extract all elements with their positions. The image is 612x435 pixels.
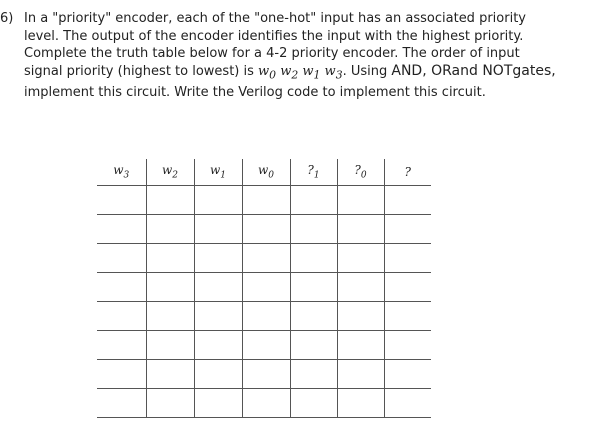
priority-var-0	[258, 63, 277, 82]
table-cell[interactable]	[146, 389, 194, 418]
table-cell[interactable]	[146, 215, 194, 244]
table-cell[interactable]	[194, 360, 242, 389]
table-row	[97, 331, 431, 360]
header-label-1-subscript: 2	[172, 170, 178, 181]
table-cell[interactable]	[194, 244, 242, 273]
header-cell-1	[146, 159, 194, 186]
header-label-0-subscript: 3	[123, 170, 130, 181]
table-cell[interactable]	[242, 215, 290, 244]
table-cell[interactable]	[290, 302, 337, 331]
priority-var-1-subscript: 2	[291, 68, 299, 82]
table-cell[interactable]	[242, 389, 290, 418]
header-label-5-subscript: 0	[360, 170, 367, 181]
header-label-6-symbol: ?	[404, 165, 411, 179]
table-cell[interactable]	[97, 215, 146, 244]
table-cell[interactable]	[384, 215, 431, 244]
question-line-4	[0, 63, 600, 84]
question-text	[0, 10, 600, 101]
priority-var-3-subscript: 3	[335, 68, 343, 82]
question-line-5: implement this circuit. Write the Verilog code to implement this circuit.	[24, 84, 486, 100]
header-label-4	[307, 163, 320, 181]
table-cell[interactable]	[194, 302, 242, 331]
header-cell-6	[384, 159, 431, 186]
question-line-1	[0, 10, 600, 28]
table-cell[interactable]	[242, 331, 290, 360]
table-cell[interactable]	[97, 302, 146, 331]
table-cell[interactable]	[97, 360, 146, 389]
priority-var-1	[280, 63, 299, 82]
priority-var-3-symbol: w	[324, 63, 336, 79]
header-label-6	[405, 165, 411, 179]
table-cell[interactable]	[290, 215, 337, 244]
table-cell[interactable]	[337, 389, 384, 418]
header-cell-4	[290, 159, 337, 186]
table-row	[97, 215, 431, 244]
table-cell[interactable]	[146, 302, 194, 331]
priority-order	[258, 63, 343, 82]
header-label-3	[257, 163, 274, 181]
header-label-2	[209, 163, 226, 181]
table-cell[interactable]	[97, 389, 146, 418]
table-cell[interactable]	[194, 389, 242, 418]
header-cell-0	[97, 159, 146, 186]
table-cell[interactable]	[290, 331, 337, 360]
priority-var-2	[302, 63, 321, 82]
header-label-5	[354, 163, 367, 181]
table-cell[interactable]	[384, 186, 431, 215]
header-cell-2	[194, 159, 242, 186]
header-label-1	[161, 163, 178, 181]
table-cell[interactable]	[337, 186, 384, 215]
truth-table-body	[97, 186, 431, 418]
header-label-2-subscript: 1	[220, 170, 226, 181]
table-cell[interactable]	[194, 186, 242, 215]
header-cell-5	[337, 159, 384, 186]
truth-table	[97, 159, 431, 418]
table-cell[interactable]	[337, 215, 384, 244]
table-cell[interactable]	[146, 244, 194, 273]
table-cell[interactable]	[97, 273, 146, 302]
priority-suffix: . Using	[342, 63, 392, 79]
table-row	[97, 244, 431, 273]
header-label-3-symbol: w	[257, 163, 269, 178]
table-cell[interactable]	[97, 244, 146, 273]
table-cell[interactable]	[384, 273, 431, 302]
priority-var-0-symbol: w	[258, 63, 270, 79]
header-label-0	[113, 163, 130, 181]
table-cell[interactable]	[290, 389, 337, 418]
header-cell-3	[242, 159, 290, 186]
table-cell[interactable]	[97, 186, 146, 215]
table-cell[interactable]	[384, 389, 431, 418]
table-cell[interactable]	[290, 273, 337, 302]
question-text-line-1: In a "priority" encoder, each of the "one-hot" input has an associated priority	[24, 11, 526, 26]
table-cell[interactable]	[194, 215, 242, 244]
question-number: 6)	[0, 11, 14, 26]
table-cell[interactable]	[337, 302, 384, 331]
priority-var-1-symbol: w	[280, 63, 292, 79]
truth-table-header	[97, 159, 431, 186]
priority-var-2-subscript: 1	[313, 68, 321, 82]
table-cell[interactable]	[242, 273, 290, 302]
table-cell[interactable]	[337, 331, 384, 360]
table-cell[interactable]	[146, 360, 194, 389]
table-cell[interactable]	[194, 273, 242, 302]
table-cell[interactable]	[384, 244, 431, 273]
header-label-4-subscript: 1	[313, 170, 320, 181]
table-row	[97, 273, 431, 302]
table-cell[interactable]	[97, 331, 146, 360]
priority-var-2-symbol: w	[302, 63, 314, 79]
table-cell[interactable]	[290, 244, 337, 273]
table-cell[interactable]	[337, 273, 384, 302]
table-cell[interactable]	[242, 186, 290, 215]
header-label-1-symbol: w	[161, 163, 173, 178]
table-cell[interactable]	[384, 302, 431, 331]
table-cell[interactable]	[290, 186, 337, 215]
table-row	[97, 302, 431, 331]
table-cell[interactable]	[242, 302, 290, 331]
table-cell[interactable]	[290, 360, 337, 389]
table-row	[97, 186, 431, 215]
question-line-3: Complete the truth table below for a 4-2 priority encoder. The order of input	[24, 46, 520, 61]
priority-var-0-subscript: 0	[269, 68, 277, 82]
header-label-0-symbol: w	[113, 163, 124, 178]
table-cell[interactable]	[384, 331, 431, 360]
table-cell[interactable]	[242, 360, 290, 389]
table-cell[interactable]	[194, 331, 242, 360]
table-cell[interactable]	[146, 186, 194, 215]
table-cell[interactable]	[146, 331, 194, 360]
table-cell[interactable]	[384, 360, 431, 389]
table-row	[97, 389, 431, 418]
priority-prefix: signal priority (highest to lowest) is	[24, 63, 254, 79]
table-row	[97, 360, 431, 389]
table-cell[interactable]	[146, 273, 194, 302]
table-cell[interactable]	[242, 244, 290, 273]
table-cell[interactable]	[337, 244, 384, 273]
priority-var-3	[324, 63, 343, 82]
gate-list: AND, ORand NOTgates,	[391, 62, 556, 79]
question-line-2: level. The output of the encoder identifies the input with the highest priority.	[24, 28, 524, 44]
header-label-4-symbol: ?	[307, 163, 314, 178]
table-cell[interactable]	[337, 360, 384, 389]
header-label-3-subscript: 0	[268, 170, 274, 181]
header-label-5-symbol: ?	[354, 163, 361, 178]
header-label-2-symbol: w	[209, 163, 221, 178]
